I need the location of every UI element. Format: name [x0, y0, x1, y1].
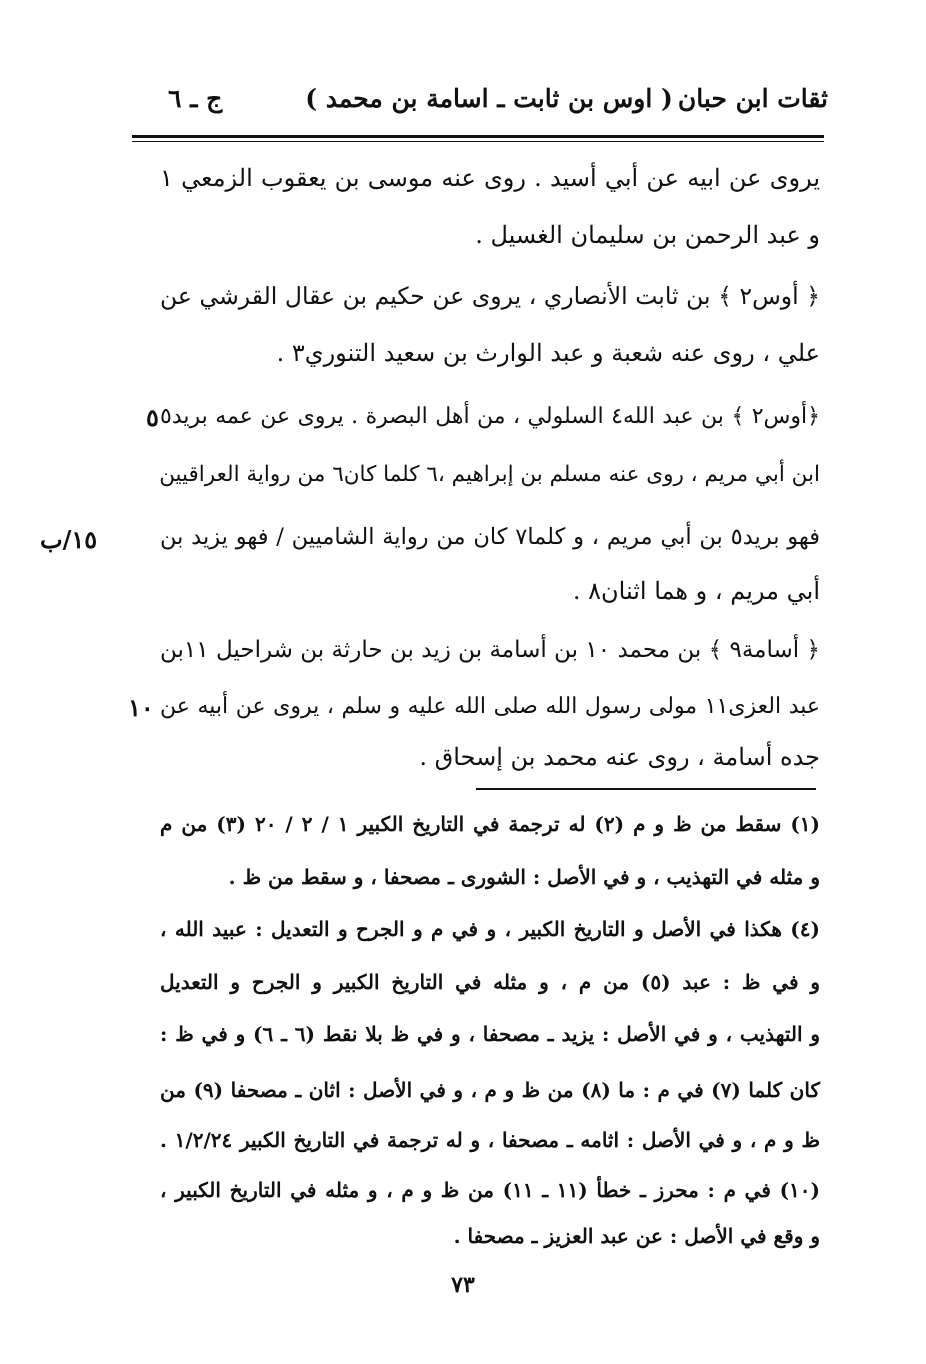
- body-line-10: عبد العزى١١ مولى رسول الله صلى الله عليه و سلم ، يروى عن أبيه عن: [160, 694, 821, 719]
- body-line-3: ﴿ أوس٢ ﴾ بن ثابت الأنصاري ، يروى عن حكيم بن عقال القرشي عن: [160, 282, 820, 310]
- footnote-line-7: ظ و م ، و في الأصل : اثامه ـ مصحفا ، و له ترجمة في التاريخ الكبير ١/٢/٢٤ .: [160, 1128, 820, 1152]
- footnote-line-9: و وقع في الأصل : عن عبد العزيز ـ مصحفا .: [453, 1224, 820, 1248]
- header-volume: ج ـ ٦: [168, 84, 223, 113]
- header-rule-thick: [132, 135, 824, 138]
- footnote-line-5: و التهذيب ، و في الأصل : يزيد ـ مصحفا ، و في ظ بلا نقط (٦ ـ ٦) و في ظ :: [160, 1022, 820, 1046]
- body-line-4: علي ، روى عنه شعبة و عبد الوارث بن سعيد التنوري٣ .: [276, 339, 820, 367]
- body-line-7: فهو بريد٥ بن أبي مريم ، و كلما٧ كان من رواية الشاميين / فهو يزيد بن: [160, 524, 820, 550]
- body-line-5: ﴿أوس٢ ﴾ بن عبد الله٤ السلولي ، من أهل البصرة . يروى عن عمه بريد٥: [160, 404, 820, 429]
- footnote-line-8: (١٠) في م : محرز ـ خطأ (١١ ـ ١١) من ظ و م ، و مثله في التاريخ الكبير ،: [160, 1178, 820, 1202]
- margin-line-number-5: ٥: [146, 403, 159, 432]
- footnote-line-3: (٤) هكذا في الأصل و التاريخ الكبير ، و في م و الجرح و التعديل : عبيد الله ،: [160, 917, 820, 941]
- margin-folio-mark: ١٥/ب: [40, 525, 98, 554]
- header-entry-range: ( اوس بن ثابت ـ اسامة بن محمد ): [305, 84, 673, 113]
- header-book-title: ثقات ابن حبان: [677, 84, 828, 113]
- footnote-line-4: و في ظ : عبد (٥) من م ، و مثله في التاريخ الكبير و الجرح و التعديل: [160, 970, 820, 994]
- footnote-separator: [476, 788, 816, 790]
- footnote-line-2: و مثله في التهذيب ، و في الأصل : الشورى ـ مصحفا ، و سقط من ظ .: [228, 865, 820, 889]
- footnote-line-6: كان كلما (٧) في م : ما (٨) من ظ و م ، و في الأصل : اثان ـ مصحفا (٩) من: [160, 1078, 820, 1102]
- header-rule-thin: [132, 141, 824, 142]
- body-line-8: أبي مريم ، و هما اثنان٨ .: [572, 577, 820, 605]
- body-line-2: و عبد الرحمن بن سليمان الغسيل .: [475, 221, 820, 249]
- page-number: ٧٣: [451, 1272, 475, 1298]
- body-line-11: جده أسامة ، روى عنه محمد بن إسحاق .: [419, 743, 820, 771]
- running-header: [150, 84, 828, 124]
- body-line-9: ﴿ أسامة٩ ﴾ بن محمد ١٠ بن أسامة بن زيد بن حارثة بن شراحيل ١١بن: [160, 637, 820, 663]
- body-line-1: يروى عن ابيه عن أبي أسيد . روى عنه موسى بن يعقوب الزمعي ١: [160, 164, 820, 192]
- footnote-line-1: (١) سقط من ظ و م (٢) له ترجمة في التاريخ الكبير ١ / ٢ / ٢٠ (٣) من م: [160, 812, 820, 836]
- body-line-6: ابن أبي مريم ، روى عنه مسلم بن إبراهيم ،٦ كلما كان٦ من رواية العراقيين: [159, 462, 820, 487]
- margin-line-number-10: ١٠: [128, 693, 154, 722]
